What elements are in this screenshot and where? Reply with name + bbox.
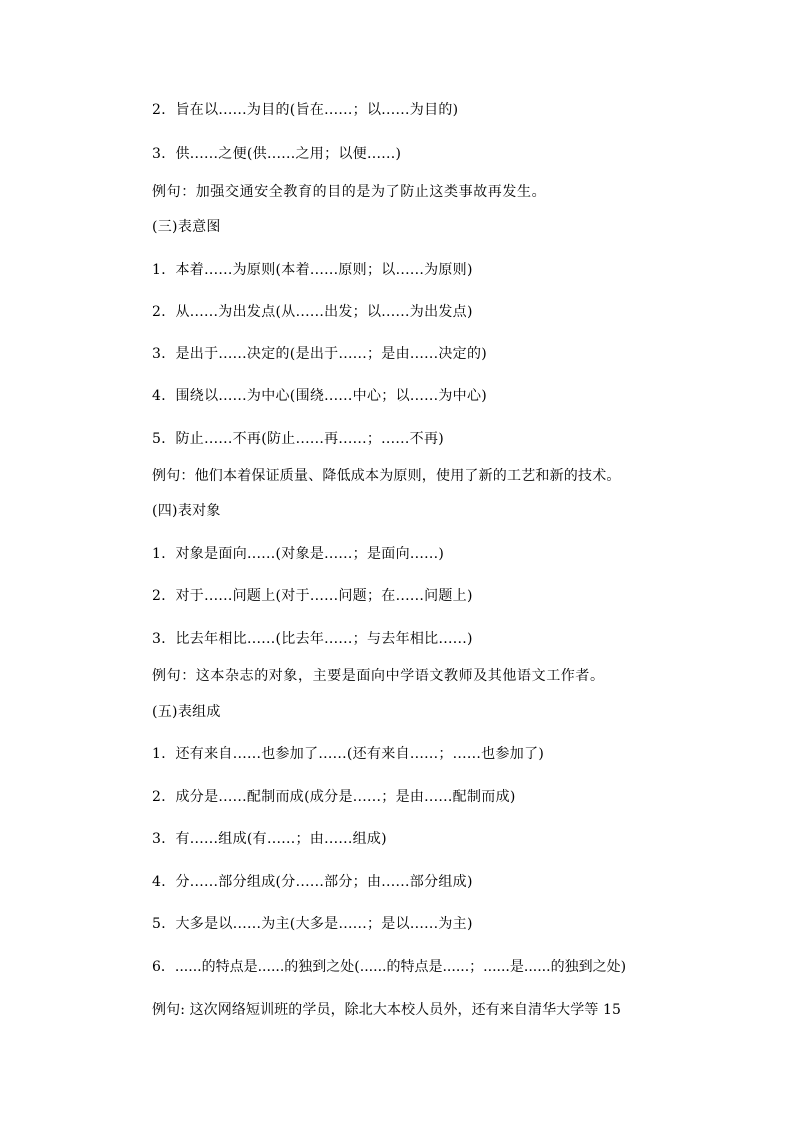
- item-line: 6．......的特点是......的独到之处(......的特点是......；......是......的独到之处): [152, 959, 627, 975]
- item-line: 1．本着......为原则(本着......原则；以......为原则): [152, 262, 473, 278]
- section-heading: (四)表对象: [152, 503, 221, 519]
- item-line: 5．防止......不再(防止......再......；......不再): [152, 431, 445, 447]
- item-line: 2．从......为出发点(从......出发；以......为出发点): [152, 304, 473, 320]
- item-line: 4．围绕以......为中心(围绕......中心；以......为中心): [152, 388, 488, 404]
- example-sentence: 例句: 这次网络短训班的学员，除北大本校人员外，还有来自清华大学等 15: [152, 1002, 622, 1018]
- item-line: 2．对于......问题上(对于......问题；在......问题上): [152, 588, 473, 604]
- item-line: 3．有......组成(有......；由......组成): [152, 831, 387, 847]
- item-line: 3．是出于......决定的(是出于......；是由......决定的): [152, 346, 488, 362]
- item-line: 2．旨在以......为目的(旨在......；以......为目的): [152, 102, 459, 118]
- item-line: 1．对象是面向......(对象是......；是面向......): [152, 546, 445, 562]
- example-sentence: 例句：这本杂志的对象，主要是面向中学语文教师及其他语文工作者。: [152, 668, 605, 684]
- section-heading: (三)表意图: [152, 219, 221, 235]
- item-line: 1．还有来自......也参加了......(还有来自......；......也参加了): [152, 746, 545, 762]
- item-line: 4．分......部分组成(分......部分；由......部分组成): [152, 874, 473, 890]
- example-sentence: 例句：加强交通安全教育的目的是为了防止这类事故再发生。: [152, 184, 547, 200]
- item-line: 3．供......之便(供......之用；以便......): [152, 146, 402, 162]
- item-line: 5．大多是以......为主(大多是......；是以......为主): [152, 916, 473, 932]
- item-line: 2．成分是......配制而成(成分是......；是由......配制而成): [152, 789, 516, 805]
- item-line: 3．比去年相比......(比去年......；与去年相比......): [152, 631, 473, 647]
- example-sentence: 例句：他们本着保证质量、降低成本为原则，使用了新的工艺和新的技术。: [152, 468, 621, 484]
- section-heading: (五)表组成: [152, 704, 221, 720]
